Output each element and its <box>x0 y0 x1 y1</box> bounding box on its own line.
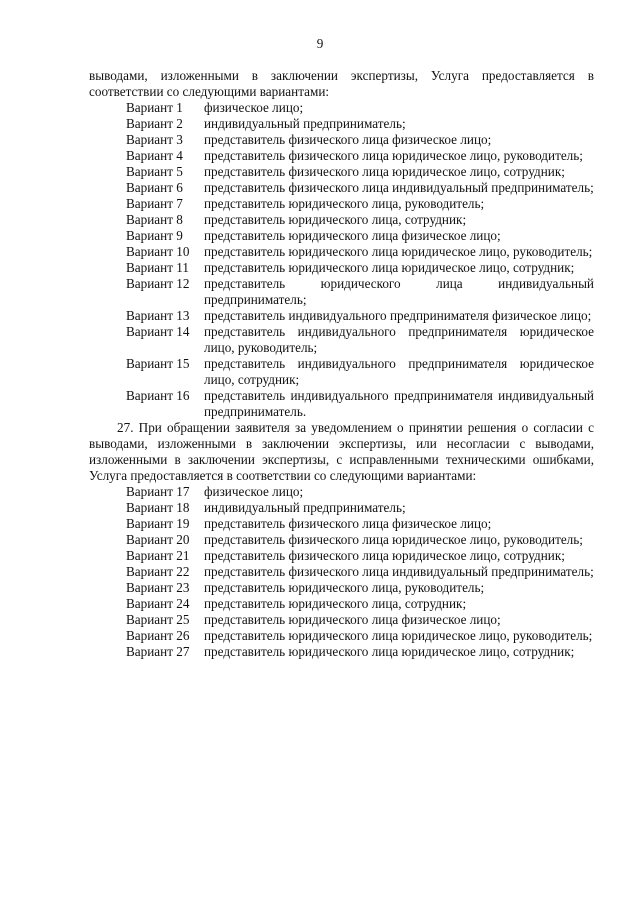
variant-item <box>89 324 594 356</box>
variant-label: Вариант 22 <box>126 564 190 579</box>
variant-text: представитель физического лица индивидуальный предприниматель; <box>204 180 594 195</box>
variant-item <box>89 548 594 564</box>
variant-text: представитель юридического лица, руководитель; <box>204 580 485 595</box>
variant-label: Вариант 15 <box>126 356 190 371</box>
variant-item <box>89 276 594 308</box>
variant-text: представитель физического лица юридическое лицо, сотрудник; <box>204 164 565 179</box>
variant-text: представитель юридического лица юридическое лицо, сотрудник; <box>204 644 575 659</box>
variant-item <box>89 612 594 628</box>
variant-text: представитель физического лица физическое лицо; <box>204 516 492 531</box>
variant-text: представитель юридического лица юридическое лицо, руководитель; <box>204 628 593 643</box>
variant-text: представитель индивидуального предпринимателя индивидуальный предприниматель. <box>204 388 594 419</box>
variant-label: Вариант 27 <box>126 644 190 659</box>
variant-text: представитель физического лица физическое лицо; <box>204 132 492 147</box>
variant-text: представитель юридического лица, сотрудник; <box>204 596 467 611</box>
variant-text: представитель юридического лица физическое лицо; <box>204 612 501 627</box>
variant-text: представитель юридического лица, руководитель; <box>204 196 485 211</box>
variant-text: представитель индивидуального предпринимателя физическое лицо; <box>204 308 592 323</box>
variant-item <box>89 132 594 148</box>
variant-label: Вариант 21 <box>126 548 190 563</box>
variant-label: Вариант 1 <box>126 100 183 115</box>
variant-item <box>89 260 594 276</box>
variant-text: представитель индивидуального предпринимателя юридическое лицо, сотрудник; <box>204 356 594 387</box>
variant-item <box>89 148 594 164</box>
variant-item <box>89 356 594 388</box>
variant-item <box>89 196 594 212</box>
variant-item <box>89 180 594 196</box>
variants-list-1 <box>89 100 594 420</box>
variant-text: представитель юридического лица юридическое лицо, руководитель; <box>204 244 593 259</box>
variant-label: Вариант 25 <box>126 612 190 627</box>
variant-text: представитель юридического лица, сотрудник; <box>204 212 467 227</box>
variant-label: Вариант 7 <box>126 196 183 211</box>
variant-text: представитель физического лица юридическое лицо, руководитель; <box>204 532 583 547</box>
variants-list-2 <box>89 484 594 660</box>
variant-text: представитель физического лица юридическое лицо, руководитель; <box>204 148 583 163</box>
variant-item <box>89 532 594 548</box>
document-body <box>89 68 594 660</box>
variant-label: Вариант 5 <box>126 164 183 179</box>
variant-item <box>89 500 594 516</box>
paragraph-27: 27. При обращении заявителя за уведомлением о принятии решения о согласии с выводами, изложенными в заключении экспертизы, или несогласии с выводами, изложенными в заключении экспертизы, с исправленными техническими ошибками, Услуга предоставляется в соответствии со следующими вариантами: <box>89 420 594 483</box>
variant-item <box>89 164 594 180</box>
variant-label: Вариант 4 <box>126 148 183 163</box>
variant-item <box>89 564 594 580</box>
variant-item <box>89 244 594 260</box>
variant-text: физическое лицо; <box>204 484 304 499</box>
variant-item <box>89 484 594 500</box>
variant-item <box>89 580 594 596</box>
variant-text: представитель физического лица индивидуальный предприниматель; <box>204 564 594 579</box>
variant-label: Вариант 3 <box>126 132 183 147</box>
variant-item <box>89 644 594 660</box>
variant-text: представитель юридического лица юридическое лицо, сотрудник; <box>204 260 575 275</box>
variant-label: Вариант 11 <box>126 260 189 275</box>
variant-text: индивидуальный предприниматель; <box>204 500 406 515</box>
variant-item <box>89 116 594 132</box>
variant-item <box>89 516 594 532</box>
variant-label: Вариант 6 <box>126 180 183 195</box>
variant-item <box>89 100 594 116</box>
variant-item <box>89 308 594 324</box>
variant-label: Вариант 16 <box>126 388 190 403</box>
variant-label: Вариант 12 <box>126 276 190 291</box>
variant-label: Вариант 26 <box>126 628 190 643</box>
variant-label: Вариант 17 <box>126 484 190 499</box>
variant-text: представитель физического лица юридическое лицо, сотрудник; <box>204 548 565 563</box>
variant-text: представитель юридического лица индивидуальный предприниматель; <box>204 276 594 307</box>
variant-label: Вариант 8 <box>126 212 183 227</box>
variant-text: представитель юридического лица физическое лицо; <box>204 228 501 243</box>
variant-item <box>89 212 594 228</box>
variant-label: Вариант 13 <box>126 308 190 323</box>
variant-label: Вариант 23 <box>126 580 190 595</box>
variant-text: представитель индивидуального предпринимателя юридическое лицо, руководитель; <box>204 324 594 355</box>
page-number: 9 <box>316 36 324 51</box>
variant-label: Вариант 18 <box>126 500 190 515</box>
variant-label: Вариант 2 <box>126 116 183 131</box>
variant-text: индивидуальный предприниматель; <box>204 116 406 131</box>
variant-text: физическое лицо; <box>204 100 304 115</box>
intro-paragraph: выводами, изложенными в заключении экспертизы, Услуга предоставляется в соответствии со следующими вариантами: <box>89 68 594 99</box>
variant-item <box>89 628 594 644</box>
variant-label: Вариант 19 <box>126 516 190 531</box>
variant-label: Вариант 9 <box>126 228 183 243</box>
variant-label: Вариант 20 <box>126 532 190 547</box>
variant-item <box>89 388 594 420</box>
variant-label: Вариант 10 <box>126 244 190 259</box>
variant-label: Вариант 14 <box>126 324 190 339</box>
variant-label: Вариант 24 <box>126 596 190 611</box>
variant-item <box>89 228 594 244</box>
variant-item <box>89 596 594 612</box>
